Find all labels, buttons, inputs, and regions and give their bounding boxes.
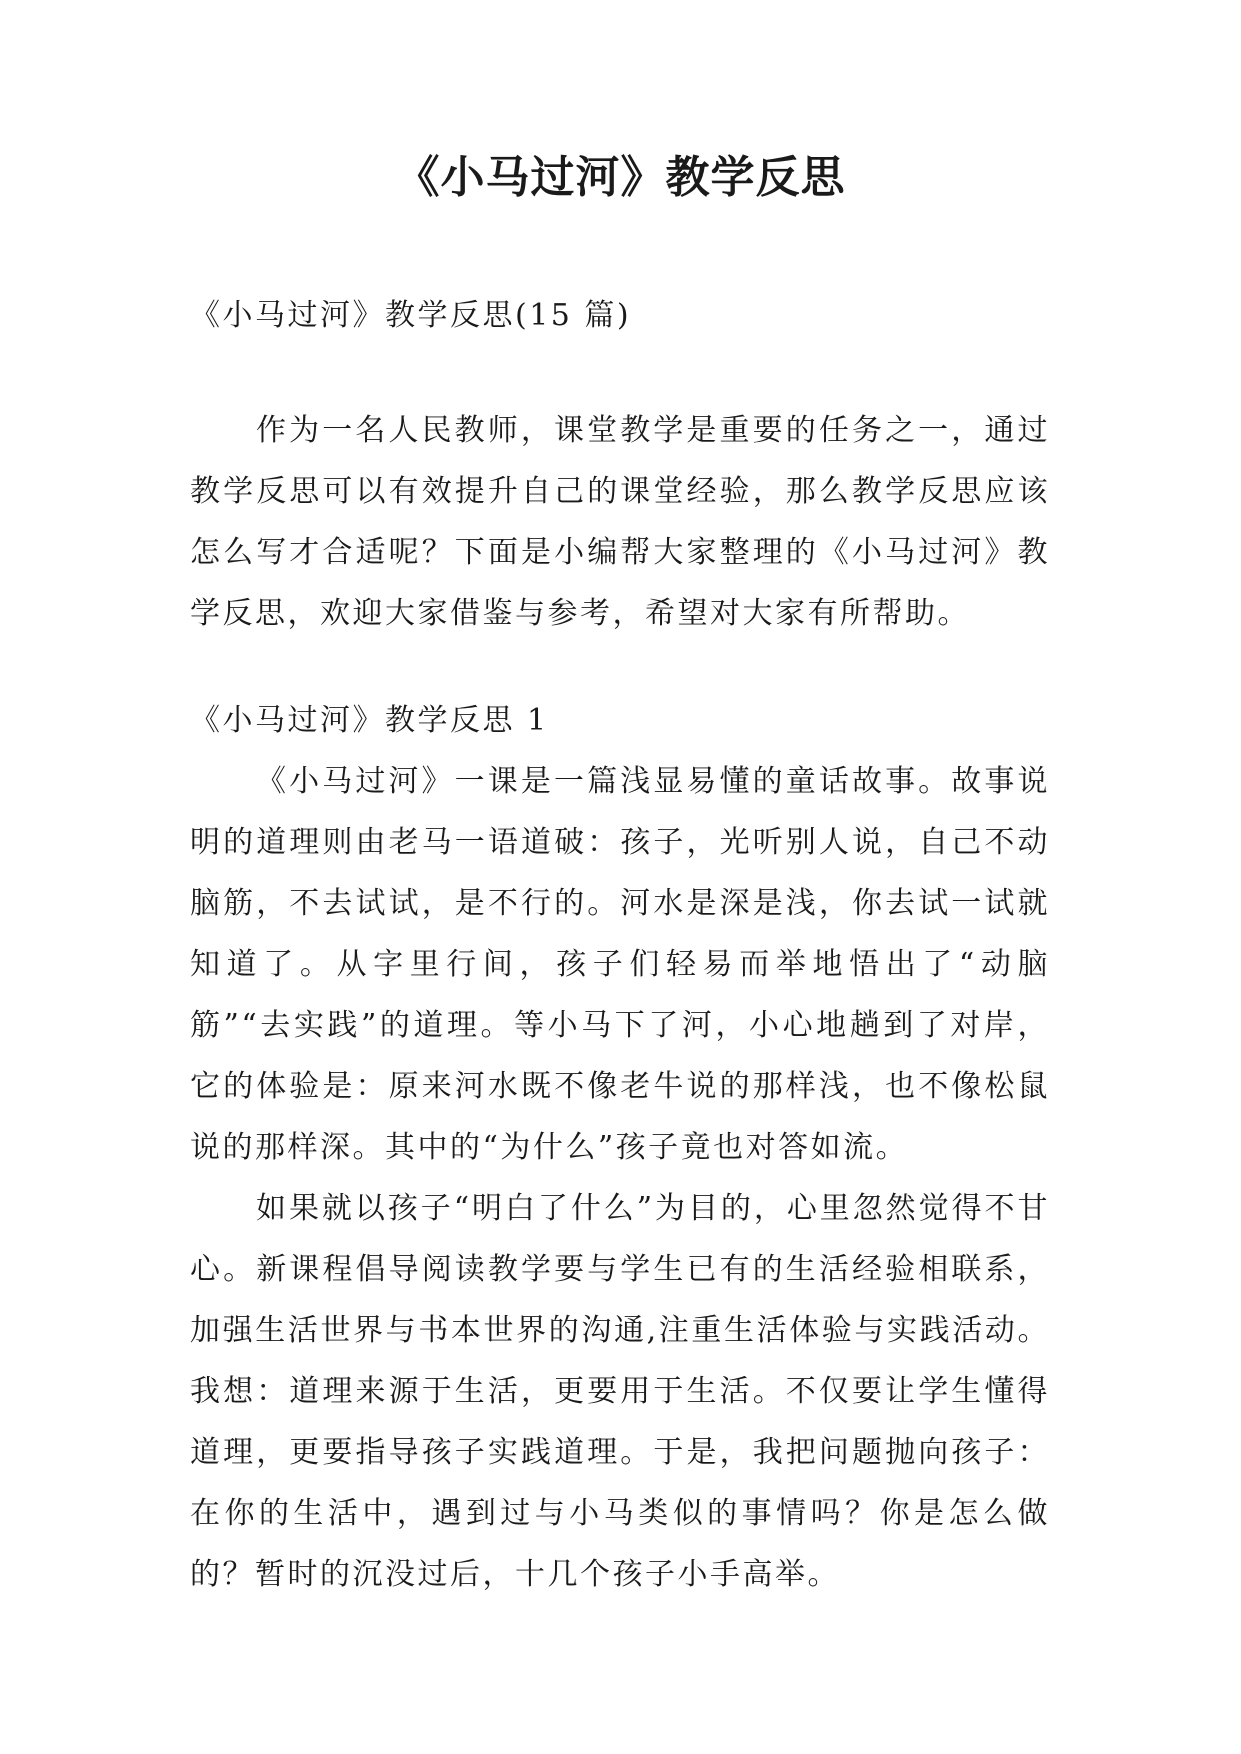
- section-paragraph-2: 如果就以孩子“明白了什么”为目的，心里忽然觉得不甘心。新课程倡导阅读教学要与学生已有的生活经验相联系，加强生活世界与书本世界的沟通,注重生活体验与实践活动。我想：道理来源于生活，更要用于生活。不仅要让学生懂得道理，更要指导孩子实践道理。于是，我把问题抛向孩子：在你的生活中，遇到过与小马类似的事情吗？你是怎么做的？暂时的沉没过后，十几个孩子小手高举。: [190, 1191, 1050, 1592]
- intro-paragraph: 作为一名人民教师，课堂教学是重要的任务之一，通过教学反思可以有效提升自己的课堂经验，那么教学反思应该怎么写才合适呢？下面是小编帮大家整理的《小马过河》教学反思，欢迎大家借鉴与参考，希望对大家有所帮助。: [190, 413, 1050, 631]
- page-title: 《小马过河》教学反思: [395, 152, 846, 203]
- section-heading: 《小马过河》教学反思 1: [190, 703, 549, 738]
- section-body: [190, 751, 1050, 1605]
- intro-block: [190, 400, 1050, 644]
- section-paragraph-1: 《小马过河》一课是一篇浅显易懂的童话故事。故事说明的道理则由老马一语道破：孩子，光听别人说，自己不动脑筋，不去试试，是不行的。河水是深是浅，你去试一试就知道了。从字里行间，孩子们轻易而举地悟出了“动脑筋”“去实践”的道理。等小马下了河，小心地趟到了对岸，它的体验是：原来河水既不像老牛说的那样浅，也不像松鼠说的那样深。其中的“为什么”孩子竟也对答如流。: [190, 764, 1050, 1165]
- document-subtitle: 《小马过河》教学反思(15 篇): [190, 298, 632, 333]
